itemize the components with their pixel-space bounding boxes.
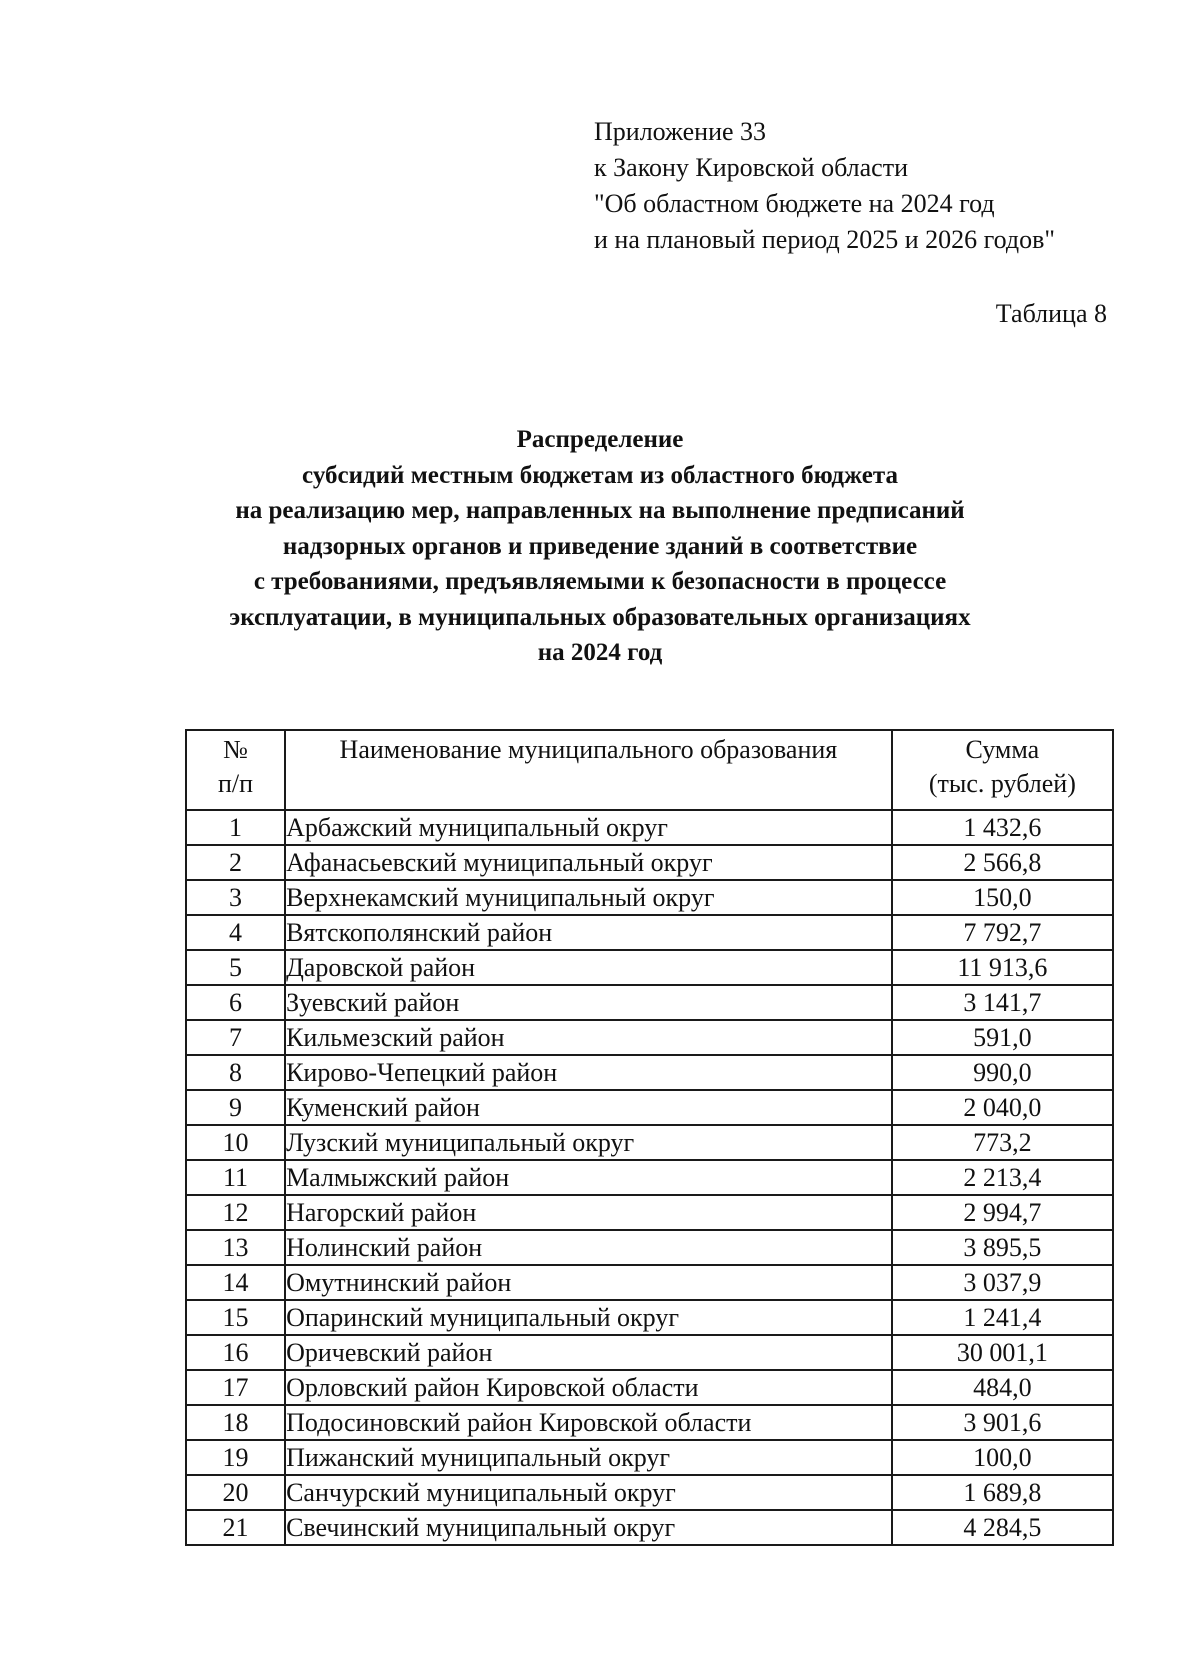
header-name-text: Наименование муниципального образования [339,735,838,764]
row-amount: 2 994,7 [892,1195,1113,1230]
row-municipality-name: Лузский муниципальный округ [285,1125,892,1160]
header-sum-line1: Сумма [965,735,1040,764]
row-amount: 3 895,5 [892,1230,1113,1265]
table-row [186,1125,1113,1160]
row-number: 14 [186,1265,285,1300]
title-line: Распределение [516,426,684,453]
row-number: 5 [186,950,285,985]
row-municipality-name: Кильмезский район [285,1020,892,1055]
row-number: 6 [186,985,285,1020]
header-number-line2: п/п [218,769,254,798]
table-number-label: Таблица 8 [995,299,1107,328]
row-amount: 30 001,1 [892,1335,1113,1370]
row-municipality-name: Опаринский муниципальный округ [285,1300,892,1335]
distribution-table [185,729,1114,1546]
header-name [285,730,892,810]
row-number: 11 [186,1160,285,1195]
row-municipality-name: Подосиновский район Кировской области [285,1405,892,1440]
row-amount: 1 432,6 [892,810,1113,845]
row-municipality-name: Омутнинский район [285,1265,892,1300]
row-number: 4 [186,915,285,950]
table-row [186,810,1113,845]
row-municipality-name: Санчурский муниципальный округ [285,1475,892,1510]
row-number: 19 [186,1440,285,1475]
row-municipality-name: Оричевский район [285,1335,892,1370]
document-title [150,422,1050,671]
row-number: 9 [186,1090,285,1125]
row-amount: 1 241,4 [892,1300,1113,1335]
row-amount: 4 284,5 [892,1510,1113,1545]
row-municipality-name: Свечинский муниципальный округ [285,1510,892,1545]
title-line: на 2024 год [537,639,663,666]
row-number: 20 [186,1475,285,1510]
title-line: на реализацию мер, направленных на выполнение предписаний [235,497,965,524]
title-line: субсидий местным бюджетам из областного бюджета [302,461,898,489]
row-municipality-name: Арбажский муниципальный округ [285,810,892,845]
row-amount: 591,0 [892,1020,1113,1055]
row-number: 15 [186,1300,285,1335]
row-amount: 3 901,6 [892,1405,1113,1440]
row-amount: 3 141,7 [892,985,1113,1020]
table-row [186,1405,1113,1440]
header-number-line1: № [223,735,248,764]
row-amount: 2 566,8 [892,845,1113,880]
row-number: 16 [186,1335,285,1370]
table-header-row [186,730,1113,810]
appendix-line: к Закону Кировской области [594,153,908,182]
table-row [186,845,1113,880]
row-number: 17 [186,1370,285,1405]
row-amount: 2 040,0 [892,1090,1113,1125]
table-row [186,1265,1113,1300]
table-row [186,1195,1113,1230]
appendix-line: и на плановый период 2025 и 2026 годов" [594,225,1056,254]
row-amount: 1 689,8 [892,1475,1113,1510]
row-amount: 2 213,4 [892,1160,1113,1195]
row-municipality-name: Нолинский район [285,1230,892,1265]
row-number: 8 [186,1055,285,1090]
row-number: 18 [186,1405,285,1440]
row-municipality-name: Кирово-Чепецкий район [285,1055,892,1090]
table-row [186,1020,1113,1055]
row-municipality-name: Пижанский муниципальный округ [285,1440,892,1475]
row-municipality-name: Даровской район [285,950,892,985]
title-line: с требованиями, предъявляемыми к безопасности в процессе [253,568,947,595]
row-number: 3 [186,880,285,915]
table-row [186,1230,1113,1265]
row-amount: 3 037,9 [892,1265,1113,1300]
title-line: эксплуатации, в муниципальных образовательных организациях [229,603,971,631]
row-number: 12 [186,1195,285,1230]
row-municipality-name: Зуевский район [285,985,892,1020]
row-municipality-name: Орловский район Кировской области [285,1370,892,1405]
table-row [186,880,1113,915]
row-amount: 990,0 [892,1055,1113,1090]
row-amount: 773,2 [892,1125,1113,1160]
table-row [186,1300,1113,1335]
header-number [186,730,285,810]
table-row [186,985,1113,1020]
row-number: 10 [186,1125,285,1160]
header-sum [892,730,1113,810]
appendix-line: Приложение 33 [594,117,767,146]
row-municipality-name: Малмыжский район [285,1160,892,1195]
header-sum-line2: (тыс. рублей) [928,769,1076,798]
row-municipality-name: Афанасьевский муниципальный округ [285,845,892,880]
row-number: 2 [186,845,285,880]
row-municipality-name: Куменский район [285,1090,892,1125]
table-row [186,1440,1113,1475]
table-row [186,915,1113,950]
row-amount: 484,0 [892,1370,1113,1405]
appendix-reference [594,114,1055,258]
table-row [186,1160,1113,1195]
row-municipality-name: Верхнекамский муниципальный округ [285,880,892,915]
row-amount: 11 913,6 [892,950,1113,985]
table-row [186,1055,1113,1090]
row-number: 7 [186,1020,285,1055]
table-row [186,1335,1113,1370]
table-row [186,950,1113,985]
row-number: 1 [186,810,285,845]
table-body [186,810,1113,1545]
table-row [186,1475,1113,1510]
table-row [186,1510,1113,1545]
appendix-line: "Об областном бюджете на 2024 год [594,189,995,218]
row-number: 21 [186,1510,285,1545]
title-line: надзорных органов и приведение зданий в соответствие [282,532,918,560]
table-row [186,1090,1113,1125]
table-row [186,1370,1113,1405]
row-number: 13 [186,1230,285,1265]
row-amount: 100,0 [892,1440,1113,1475]
row-amount: 7 792,7 [892,915,1113,950]
row-municipality-name: Вятскополянский район [285,915,892,950]
row-municipality-name: Нагорский район [285,1195,892,1230]
row-amount: 150,0 [892,880,1113,915]
